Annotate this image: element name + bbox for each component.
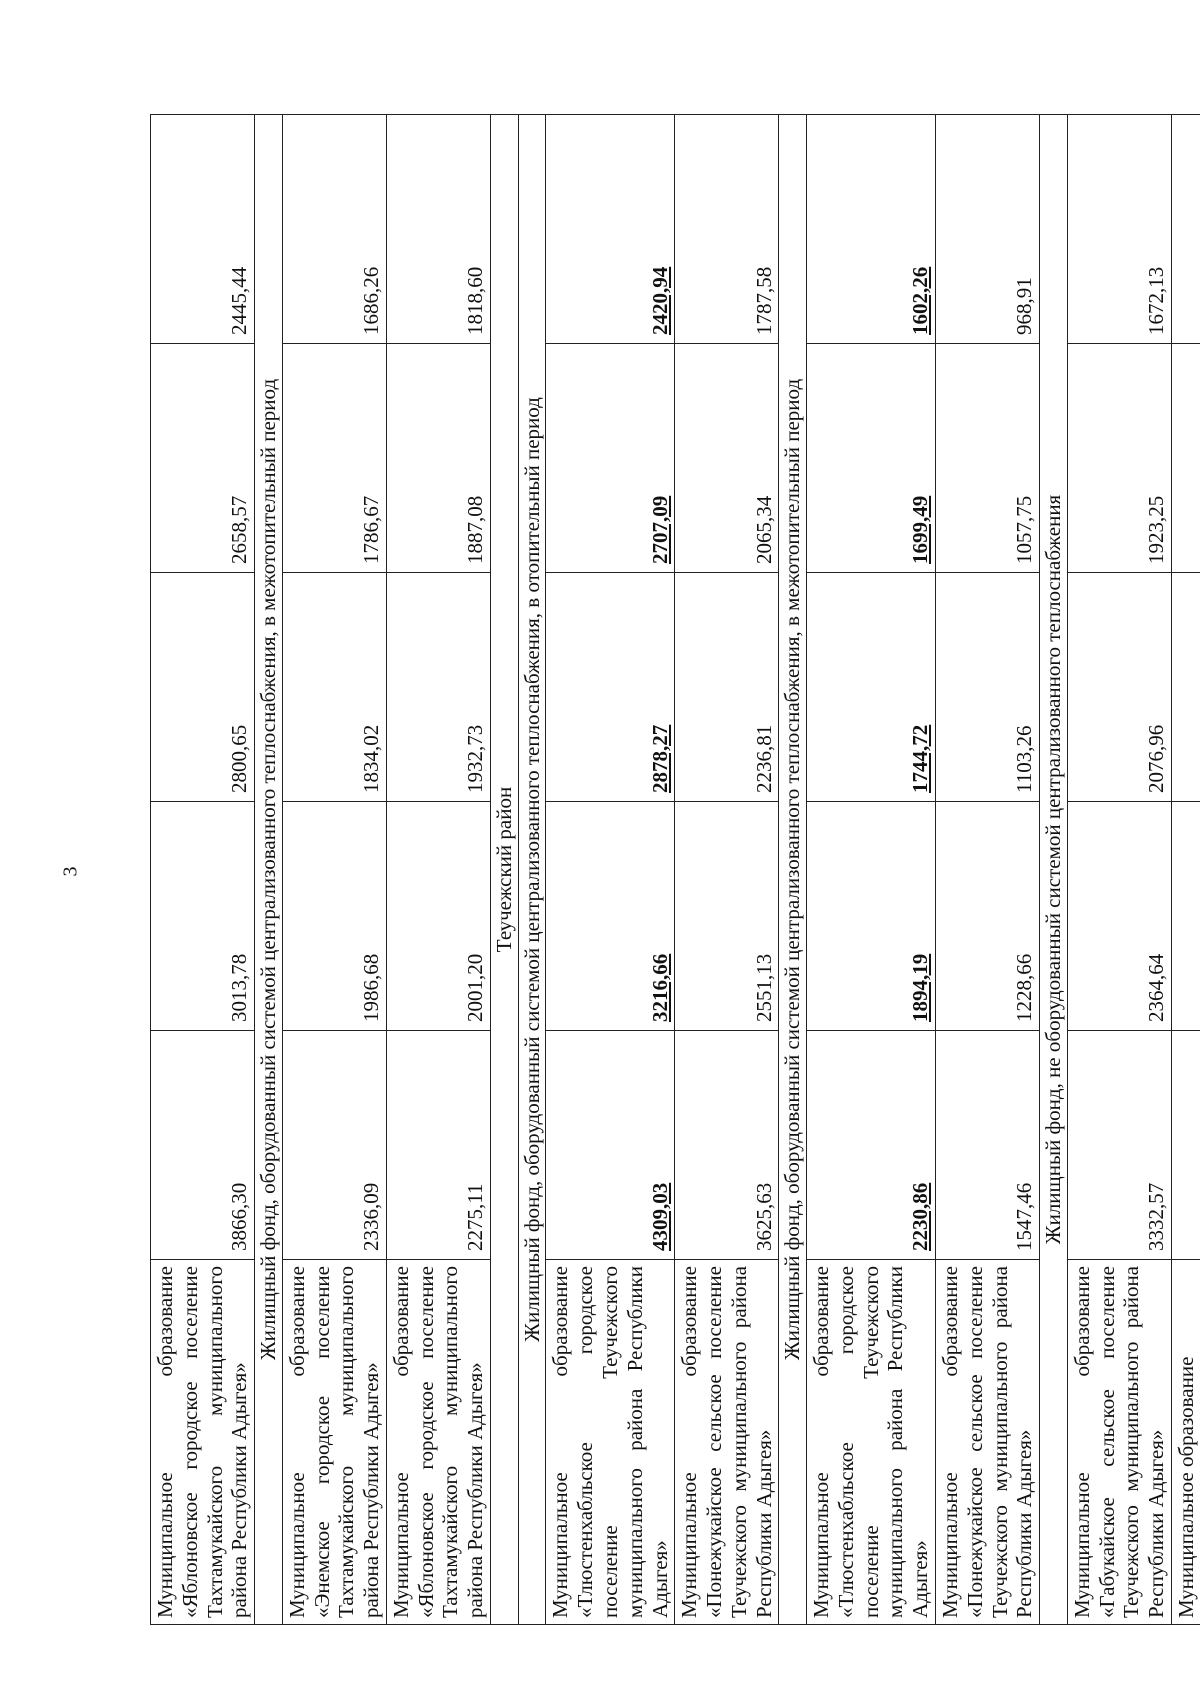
page-number: 3: [59, 866, 82, 877]
value-cell: 2230,86: [807, 1031, 936, 1260]
value-cell: 3625,63: [675, 1031, 779, 1260]
section-header-row: [490, 115, 518, 1625]
value-cell: 2878,27: [546, 573, 675, 802]
value-cell: 2707,09: [546, 344, 675, 573]
value-cell: 3013,78: [151, 802, 255, 1031]
section-header-row: [779, 115, 807, 1625]
table-row: [935, 115, 1039, 1625]
value-cell: 1894,19: [807, 802, 936, 1031]
value-cell: 1786,67: [282, 344, 386, 573]
value-cell: [1171, 802, 1200, 1031]
value-cell: 1834,02: [282, 573, 386, 802]
municipality-name-cell: Муниципальное образование «Энемское городское поселение Тахтамукайского муниципального района Республики Адыгея»: [282, 1260, 386, 1625]
value-cell: 2336,09: [282, 1031, 386, 1260]
value-cell: 3866,30: [151, 1031, 255, 1260]
municipality-name-cell: Муниципальное образование «Габукайское сельское поселение Теучежского муниципального района Республики Адыгея»: [1067, 1260, 1171, 1625]
section-header-text: Жилищный фонд, оборудованный системой централизованного теплоснабжения, в отопительный период: [518, 115, 546, 1625]
value-cell: 2445,44: [151, 115, 255, 344]
value-cell: 1103,26: [935, 573, 1039, 802]
value-cell: 2275,11: [386, 1031, 490, 1260]
value-cell: 1923,25: [1067, 344, 1171, 573]
table-row: [151, 115, 255, 1625]
value-cell: 1887,08: [386, 344, 490, 573]
value-cell: 2551,13: [675, 802, 779, 1031]
value-cell: 2236,81: [675, 573, 779, 802]
value-cell: [1171, 1031, 1200, 1260]
tariff-table: [150, 114, 1200, 1625]
section-header-text: Жилищный фонд, оборудованный системой централизованного теплоснабжения, в межотопительный период: [779, 115, 807, 1625]
value-cell: 2800,65: [151, 573, 255, 802]
value-cell: 3216,66: [546, 802, 675, 1031]
value-cell: 2364,64: [1067, 802, 1171, 1031]
section-header-text: Жилищный фонд, не оборудованный системой централизованного теплоснабжения: [1040, 115, 1068, 1625]
table-row: [1067, 115, 1171, 1625]
rotated-table-container: [150, 115, 1198, 1625]
value-cell: 1787,58: [675, 115, 779, 344]
value-cell: 2076,96: [1067, 573, 1171, 802]
section-header-row: [1040, 115, 1068, 1625]
value-cell: 4309,03: [546, 1031, 675, 1260]
table-row: [1171, 115, 1200, 1625]
value-cell: 1818,60: [386, 115, 490, 344]
value-cell: 1672,13: [1067, 115, 1171, 344]
table-row: [282, 115, 386, 1625]
value-cell: 1686,26: [282, 115, 386, 344]
value-cell: 1602,26: [807, 115, 936, 344]
value-cell: 2001,20: [386, 802, 490, 1031]
value-cell: 2420,94: [546, 115, 675, 344]
table-row: [675, 115, 779, 1625]
section-header-text: Теучежский район: [490, 115, 518, 1625]
value-cell: 3332,57: [1067, 1031, 1171, 1260]
municipality-name-cell: Муниципальное образование «Тлюстенхабльское городское поселение Теучежского муниципального района Республики Адыгея»: [807, 1260, 936, 1625]
table-row: [386, 115, 490, 1625]
municipality-name-cell: Муниципальное образование «Тлюстенхабльское городское поселение Теучежского муниципального района Республики Адыгея»: [546, 1260, 675, 1625]
value-cell: 1986,68: [282, 802, 386, 1031]
value-cell: [1171, 115, 1200, 344]
value-cell: 1057,75: [935, 344, 1039, 573]
value-cell: 1699,49: [807, 344, 936, 573]
value-cell: [1171, 344, 1200, 573]
municipality-name-cell: Муниципальное образование «Яблоновское городское поселение Тахтамукайского муниципального района Республики Адыгея»: [386, 1260, 490, 1625]
section-header-text: Жилищный фонд, оборудованный системой централизованного теплоснабжения, в межотопительный период: [255, 115, 283, 1625]
value-cell: 1744,72: [807, 573, 936, 802]
value-cell: 1932,73: [386, 573, 490, 802]
municipality-name-cell: Муниципальное образование: [1171, 1260, 1200, 1625]
municipality-name-cell: Муниципальное образование «Понежукайское сельское поселение Теучежского муниципального района Республики Адыгея»: [675, 1260, 779, 1625]
value-cell: 1228,66: [935, 802, 1039, 1031]
tariff-table-body: [151, 115, 1200, 1625]
value-cell: 1547,46: [935, 1031, 1039, 1260]
table-row: [807, 115, 936, 1625]
value-cell: 2658,57: [151, 344, 255, 573]
table-row: [546, 115, 675, 1625]
value-cell: [1171, 573, 1200, 802]
section-header-row: [255, 115, 283, 1625]
municipality-name-cell: Муниципальное образование «Понежукайское сельское поселение Теучежского муниципального района Республики Адыгея»: [935, 1260, 1039, 1625]
value-cell: 2065,34: [675, 344, 779, 573]
municipality-name-cell: Муниципальное образование «Яблоновское городское поселение Тахтамукайского муниципального района Республики Адыгея»: [151, 1260, 255, 1625]
value-cell: 968,91: [935, 115, 1039, 344]
section-header-row: [518, 115, 546, 1625]
